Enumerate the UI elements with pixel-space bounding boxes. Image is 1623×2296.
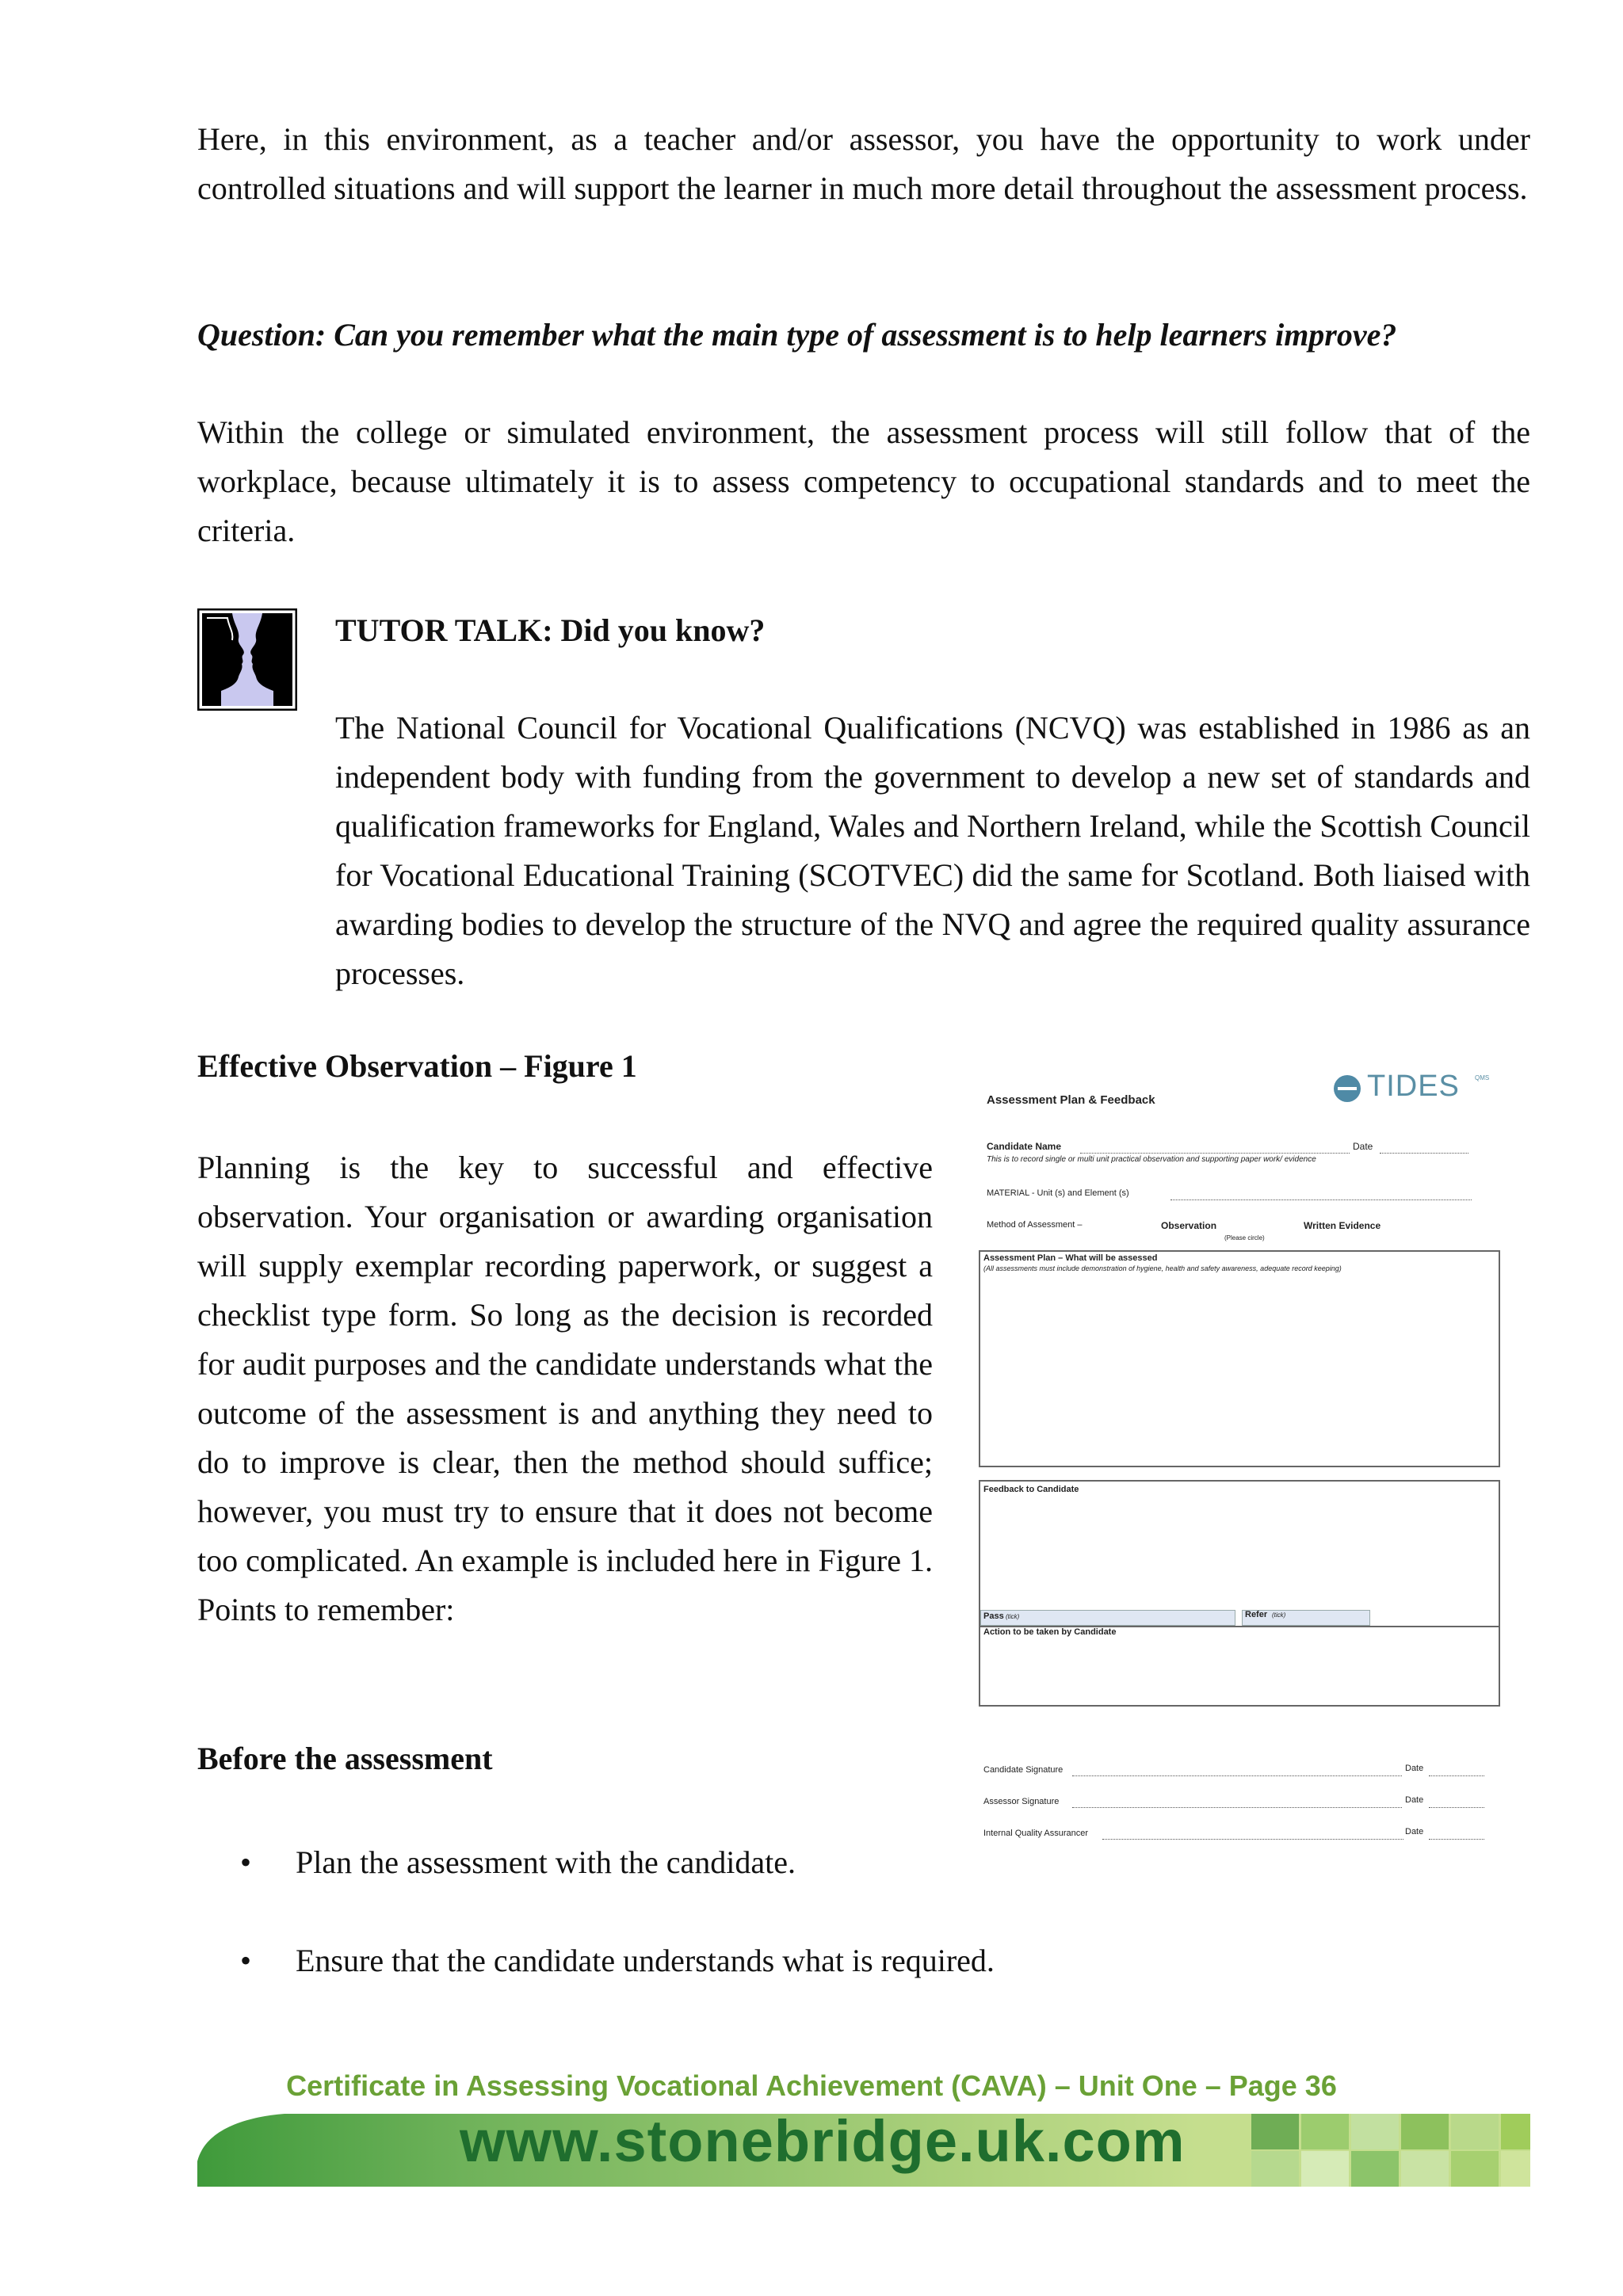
- tutor-talk-heading: TUTOR TALK: Did you know?: [335, 612, 766, 648]
- written-evidence-option: Written Evidence: [1304, 1220, 1381, 1231]
- refer-label: Refer: [1245, 1610, 1268, 1619]
- candidate-signature-label: Candidate Signature: [983, 1765, 1064, 1775]
- list-item: • Ensure that the candidate understands what is required.: [242, 1936, 995, 1985]
- pass-label: Pass: [983, 1611, 1004, 1621]
- logo-text: TIDES: [1367, 1070, 1460, 1103]
- plan-label: Assessment Plan – What will be assessed: [983, 1253, 1158, 1263]
- college-paragraph: Within the college or simulated environment, the assessment process will still follow that of the workplace, because ultimately it is to assess competency to occupational standards and to meet the criteria.: [197, 414, 1530, 548]
- feedback-box: [979, 1480, 1500, 1707]
- assessment-plan-box: [979, 1250, 1500, 1467]
- method-label: Method of Assessment –: [987, 1220, 1083, 1230]
- observation-heading: Effective Observation – Figure 1: [197, 1048, 637, 1084]
- tutor-talk-body: The National Council for Vocational Qualifications (NCVQ) was established in 1986 as an independent body with funding from the government to develop a new set of standards and qualification frameworks for England, Wales and Northern Ireland, while the Scottish Council for Vocational Educational Training (SCOTVEC) did the same for Scotland. Both liaised with awarding bodies to develop the structure of the NVQ and agree the required quality assurance processes.: [335, 710, 1530, 991]
- candidate-name-label: Candidate Name: [987, 1141, 1062, 1152]
- date-label: Date: [1353, 1141, 1373, 1152]
- before-assessment-heading: Before the assessment: [197, 1741, 493, 1776]
- footer-title: Certificate in Assessing Vocational Achievement (CAVA) – Unit One – Page 36: [286, 2069, 1337, 2102]
- iqa-label: Internal Quality Assurancer: [983, 1829, 1089, 1838]
- feedback-label: Feedback to Candidate: [983, 1485, 1079, 1494]
- planning-paragraph: Planning is the key to successful and effective observation. Your organisation or awarding organisation will supply exemplar recording paperwork, or suggest a checklist type form. So long as the decision is recorded for audit purposes and the candidate understands what the outcome of the assessment is and anything they need to do to improve is clear, then the method should suffice; however, you must try to ensure that it does not become too complicated. An example is included here in Figure 1. Points to remember:: [197, 1150, 933, 1627]
- assessor-signature-label: Assessor Signature: [983, 1797, 1060, 1806]
- list-item: • Plan the assessment with the candidate.: [242, 1838, 796, 1887]
- two-faces-icon: [197, 608, 297, 711]
- question-text: Question: Can you remember what the main type of assessment is to help learners improve?: [197, 317, 1397, 353]
- tides-logo-icon: [1331, 1073, 1363, 1104]
- assessment-form-figure: Assessment Plan & Feedback TIDES QMS Candidate Name Date This is to record single or multi unit practical observation and supporting paper work/ evidence MATERIAL - Unit (s) and Element (s) Method of Assessment – Observation Written Evidence (Please circle) Assessment Plan – What will be assessed (All assessments must include demonstration of hygiene, health and safety awareness, adequate record keeping) Feedback to Candidate Pass (tick) Refer (tick) Action to be taken by Candidate Candidate Signature Date Assessor Signature Date Internal Quality Assurancer Date: [955, 1054, 1526, 1862]
- logo-sup: QMS: [1475, 1074, 1490, 1081]
- intro-paragraph: Here, in this environment, as a teacher and/or assessor, you have the opportunity to work under controlled situations and will support the learner in much more detail throughout the assessment process.: [197, 121, 1530, 206]
- please-circle-note: (Please circle): [1224, 1234, 1265, 1241]
- material-label: MATERIAL - Unit (s) and Element (s): [987, 1188, 1129, 1198]
- plan-note: (All assessments must include demonstration of hygiene, health and safety awareness, adequate record keeping): [983, 1264, 1342, 1272]
- observation-option: Observation: [1161, 1220, 1217, 1231]
- record-note: This is to record single or multi unit practical observation and supporting paper work/ evidence: [987, 1155, 1316, 1164]
- form-title: Assessment Plan & Feedback: [987, 1093, 1155, 1107]
- website-url[interactable]: www.stonebridge.uk.com: [460, 2108, 1186, 2174]
- action-label: Action to be taken by Candidate: [983, 1627, 1117, 1637]
